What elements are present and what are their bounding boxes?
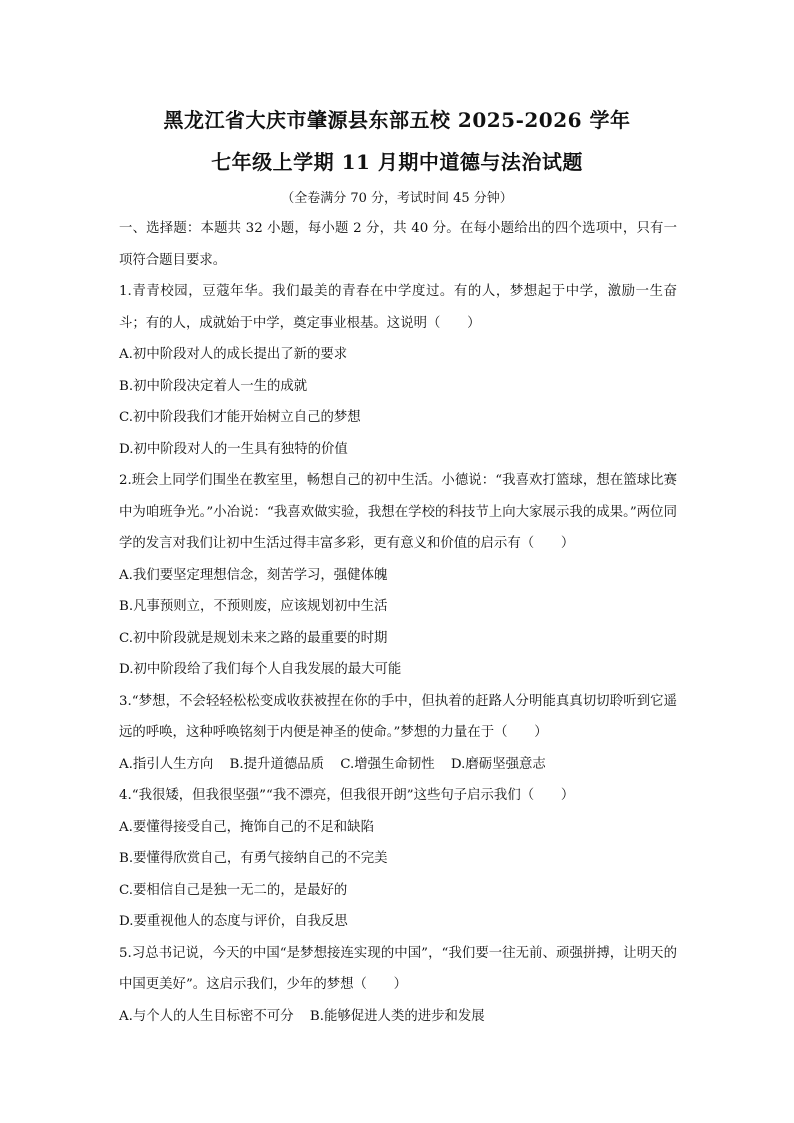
question-stem: 5.习总书记说，今天的中国“是梦想接连实现的中国”，“我们要一往无前、顽强拼搏，让明天的中国更美好”。这启示我们，少年的梦想（ ） bbox=[119, 945, 677, 992]
question-2 bbox=[119, 465, 677, 686]
option-d: D.初中阶段对人的一生具有独特的价值 bbox=[119, 441, 348, 457]
option-b: B.能够促进人类的进步和发展 bbox=[309, 1008, 485, 1024]
option-a: A.指引人生方向 bbox=[119, 756, 214, 772]
option-a: A.我们要坚定理想信念，刻苦学习，强健体魄 bbox=[119, 567, 388, 583]
question-5 bbox=[119, 938, 677, 1033]
question-4 bbox=[119, 780, 677, 938]
option-b: B.凡事预则立，不预则废，应该规划初中生活 bbox=[119, 599, 388, 614]
question-stem: 3.“梦想，不会轻轻松松变成收获被捏在你的手中，但执着的赶路人分明能真真切切聆听到它遥远的呼唤，这种呼唤铭刻于内便是神圣的使命。”梦想的力量在于（ ） bbox=[119, 693, 677, 740]
option-b: B.初中阶段决定着人一生的成就 bbox=[119, 378, 308, 394]
option-c: C.初中阶段我们才能开始树立自己的梦想 bbox=[119, 410, 361, 425]
option-b: B.提升道德品质 bbox=[229, 756, 324, 772]
option-d: D.初中阶段给了我们每个人自我发展的最大可能 bbox=[119, 662, 402, 677]
option-d: D.要重视他人的态度与评价，自我反思 bbox=[119, 914, 348, 929]
question-3 bbox=[119, 686, 677, 781]
exam-title-line2: 七年级上学期 11 月期中道德与法治试题 bbox=[211, 150, 583, 174]
exam-title-line1: 黑龙江省大庆市肇源县东部五校 2025-2026 学年 bbox=[163, 108, 631, 132]
option-c: C.增强生命韧性 bbox=[340, 756, 435, 772]
option-d: D.磨砺坚强意志 bbox=[450, 756, 546, 772]
question-1 bbox=[119, 276, 677, 465]
option-c: C.要相信自己是独一无二的，是最好的 bbox=[119, 882, 348, 898]
question-stem: 4.“我很矮，但我很坚强”“我不漂亮，但我很开朗”这些句子启示我们（ ） bbox=[119, 788, 575, 803]
option-b: B.要懂得欣赏自己，有勇气接纳自己的不完美 bbox=[119, 851, 388, 866]
option-a: A.要懂得接受自己，掩饰自己的不足和缺陷 bbox=[119, 819, 374, 835]
options-row bbox=[119, 749, 677, 781]
exam-content bbox=[119, 213, 677, 1032]
question-stem: 1.青青校园，豆蔻年华。我们最美的青春在中学度过。有的人，梦想起于中学，激励一生奋斗；有的人，成就始于中学，奠定事业根基。这说明（ ） bbox=[119, 284, 677, 331]
options-row bbox=[119, 1001, 677, 1033]
question-stem: 2.班会上同学们围坐在教室里，畅想自己的初中生活。小德说：“我喜欢打篮球，想在篮球比赛中为咱班争光。”小冶说：“我喜欢做实验，我想在学校的科技节上向大家展示我的成果。”两位同学的发言对我们让初中生活过得丰富多彩，更有意义和价值的启示有（ ） bbox=[119, 473, 677, 551]
option-a: A.与个人的人生目标密不可分 bbox=[119, 1008, 294, 1024]
option-a: A.初中阶段对人的成长提出了新的要求 bbox=[119, 347, 348, 362]
option-c: C.初中阶段就是规划未来之路的最重要的时期 bbox=[119, 630, 388, 646]
exam-subtitle: （全卷满分 70 分，考试时间 45 分钟） bbox=[281, 191, 513, 206]
section-instructions: 一、选择题：本题共 32 小题，每小题 2 分，共 40 分。在每小题给出的四个选项中，只有一项符合题目要求。 bbox=[119, 221, 677, 268]
